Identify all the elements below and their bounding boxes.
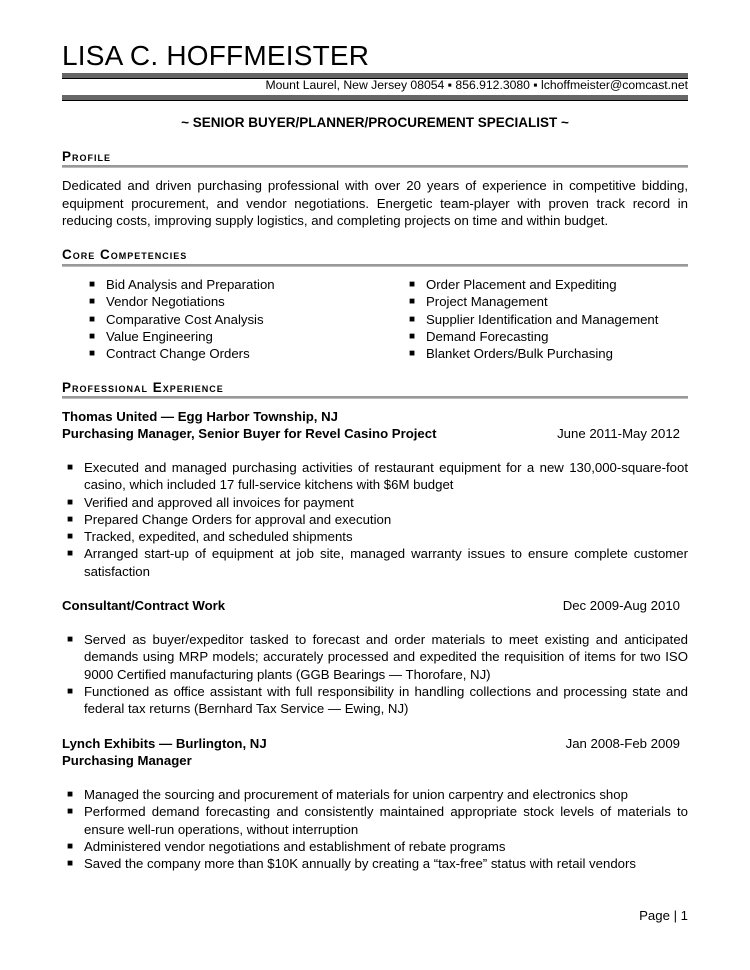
competencies-right [409,276,659,362]
item-text: Functioned as office assistant with full responsibility in handling collections and processing state and federal tax returns (Bernhard Tax Service — Ewing, NJ) [84,683,688,717]
job-bullets [67,459,688,580]
job-dates: June 2011-May 2012 [557,426,680,441]
job-header [62,597,680,614]
headline: ~ SENIOR BUYER/PLANNER/PROCUREMENT SPECIALIST ~ [181,115,569,130]
job-company: Thomas United — Egg Harbor Township, NJ [62,409,338,424]
bullet-icon: ■ [67,496,74,508]
section-heading-competencies: Core Competencies [62,247,188,262]
item-text: Managed the sourcing and procurement of materials for union carpentry and electronics shop [84,787,628,802]
list-item [67,855,688,872]
list-item [67,511,688,528]
bullet-icon: ■ [67,513,74,525]
job-bullets [67,786,688,872]
bullet-icon: ■ [89,348,96,360]
job-header [62,735,680,769]
list-item [409,328,658,345]
item-text: Contract Change Orders [106,346,250,362]
list-item [89,328,275,345]
item-text: Demand Forecasting [426,328,549,344]
job-title: Purchasing Manager, Senior Buyer for Revel Casino Project [62,426,437,441]
bullet-icon: ■ [409,279,416,290]
item-text: Project Management [426,294,548,310]
job-dates: Jan 2008-Feb 2009 [565,736,680,751]
item-text: Blanket Orders/Bulk Purchasing [426,346,613,362]
bullet-icon: ■ [67,548,74,560]
contact-info: Mount Laurel, New Jersey 08054 ▪ 856.912.3080 ▪ lchoffmeister@comcast.net [265,78,688,92]
list-item [67,631,688,683]
list-item [67,838,688,855]
bullet-icon: ■ [67,462,74,473]
item-text: Prepared Change Orders for approval and execution [84,511,392,527]
list-item [89,345,275,362]
header-rule-bottom [62,95,688,101]
item-text: Value Engineering [106,328,213,344]
list-item [67,528,688,545]
job-header [62,408,680,442]
list-item [67,683,688,718]
item-text: Performed demand forecasting and consistently maintained appropriate stock levels of materials to ensure well-run operations, without interruption [84,804,688,837]
bullet-icon: ■ [67,634,74,645]
bullet-icon: ■ [409,330,416,342]
candidate-name: LISA C. HOFFMEISTER [62,40,370,71]
section-rule [62,165,688,168]
bullet-icon: ■ [409,313,416,325]
item-text: Saved the company more than $10K annually by creating a “tax-free” status with retail vendors [84,856,636,872]
item-text: Supplier Identification and Management [426,311,659,327]
job-company: Consultant/Contract Work [62,598,226,613]
bullet-icon: ■ [67,789,74,800]
list-item [67,459,688,494]
list-item [89,311,275,328]
item-text: Verified and approved all invoices for payment [84,494,354,510]
item-text: Executed and managed purchasing activities of restaurant equipment for a new 130,000-square-foot casino, which included 17 full-service kitchens with $6M budget [84,460,688,493]
list-item [67,545,688,580]
bullet-icon: ■ [89,330,96,342]
bullet-icon: ■ [409,348,416,360]
item-text: Administered vendor negotiations and establishment of rebate programs [84,838,506,854]
bullet-icon: ■ [89,279,96,290]
list-item [67,786,688,803]
item-text: Tracked, expedited, and scheduled shipments [84,529,353,545]
profile-text: Dedicated and driven purchasing professional with over 20 years of experience in competitive bidding, equipment procurement, and vendor negotiations. Energetic team-player with proven track record in reducing costs, improving supply logistics, and completing projects on time and within budget. [62,178,688,228]
list-item [409,276,658,293]
item-text: Comparative Cost Analysis [106,311,264,327]
page-number: Page | 1 [639,908,688,923]
bullet-icon: ■ [67,806,74,818]
item-text: Order Placement and Expediting [426,277,617,292]
item-text: Arranged start-up of equipment at job site, managed warranty issues to ensure complete customer satisfaction [84,546,688,579]
section-heading-profile: Profile [62,149,112,164]
bullet-icon: ■ [89,313,96,325]
competencies-left [89,276,275,362]
job-dates: Dec 2009-Aug 2010 [562,598,680,613]
list-item [67,494,688,511]
list-item [67,803,688,838]
bullet-icon: ■ [409,296,416,308]
item-text: Bid Analysis and Preparation [106,277,275,292]
job-company: Lynch Exhibits — Burlington, NJ [62,736,267,751]
bullet-icon: ■ [89,296,96,308]
job-bullets [67,631,688,717]
bullet-icon: ■ [67,840,74,852]
list-item [409,345,658,362]
bullet-icon: ■ [67,858,74,870]
section-heading-experience: Professional Experience [62,380,224,395]
list-item [89,276,275,293]
item-text: Served as buyer/expeditor tasked to forecast and order materials to meet existing and anticipated demands using MRP models; accurately processed and expedited the requisition of items for two ISO 9000 Certified manufacturing plants (GGB Bearings — Thorofare, NJ) [84,632,688,682]
job-title: Purchasing Manager [62,753,192,768]
section-rule [62,396,688,399]
bullet-icon: ■ [67,531,74,543]
list-item [409,293,658,310]
bullet-icon: ■ [67,685,74,697]
list-item [409,311,659,328]
item-text: Vendor Negotiations [106,294,225,310]
section-rule [62,264,688,267]
list-item [89,293,275,310]
